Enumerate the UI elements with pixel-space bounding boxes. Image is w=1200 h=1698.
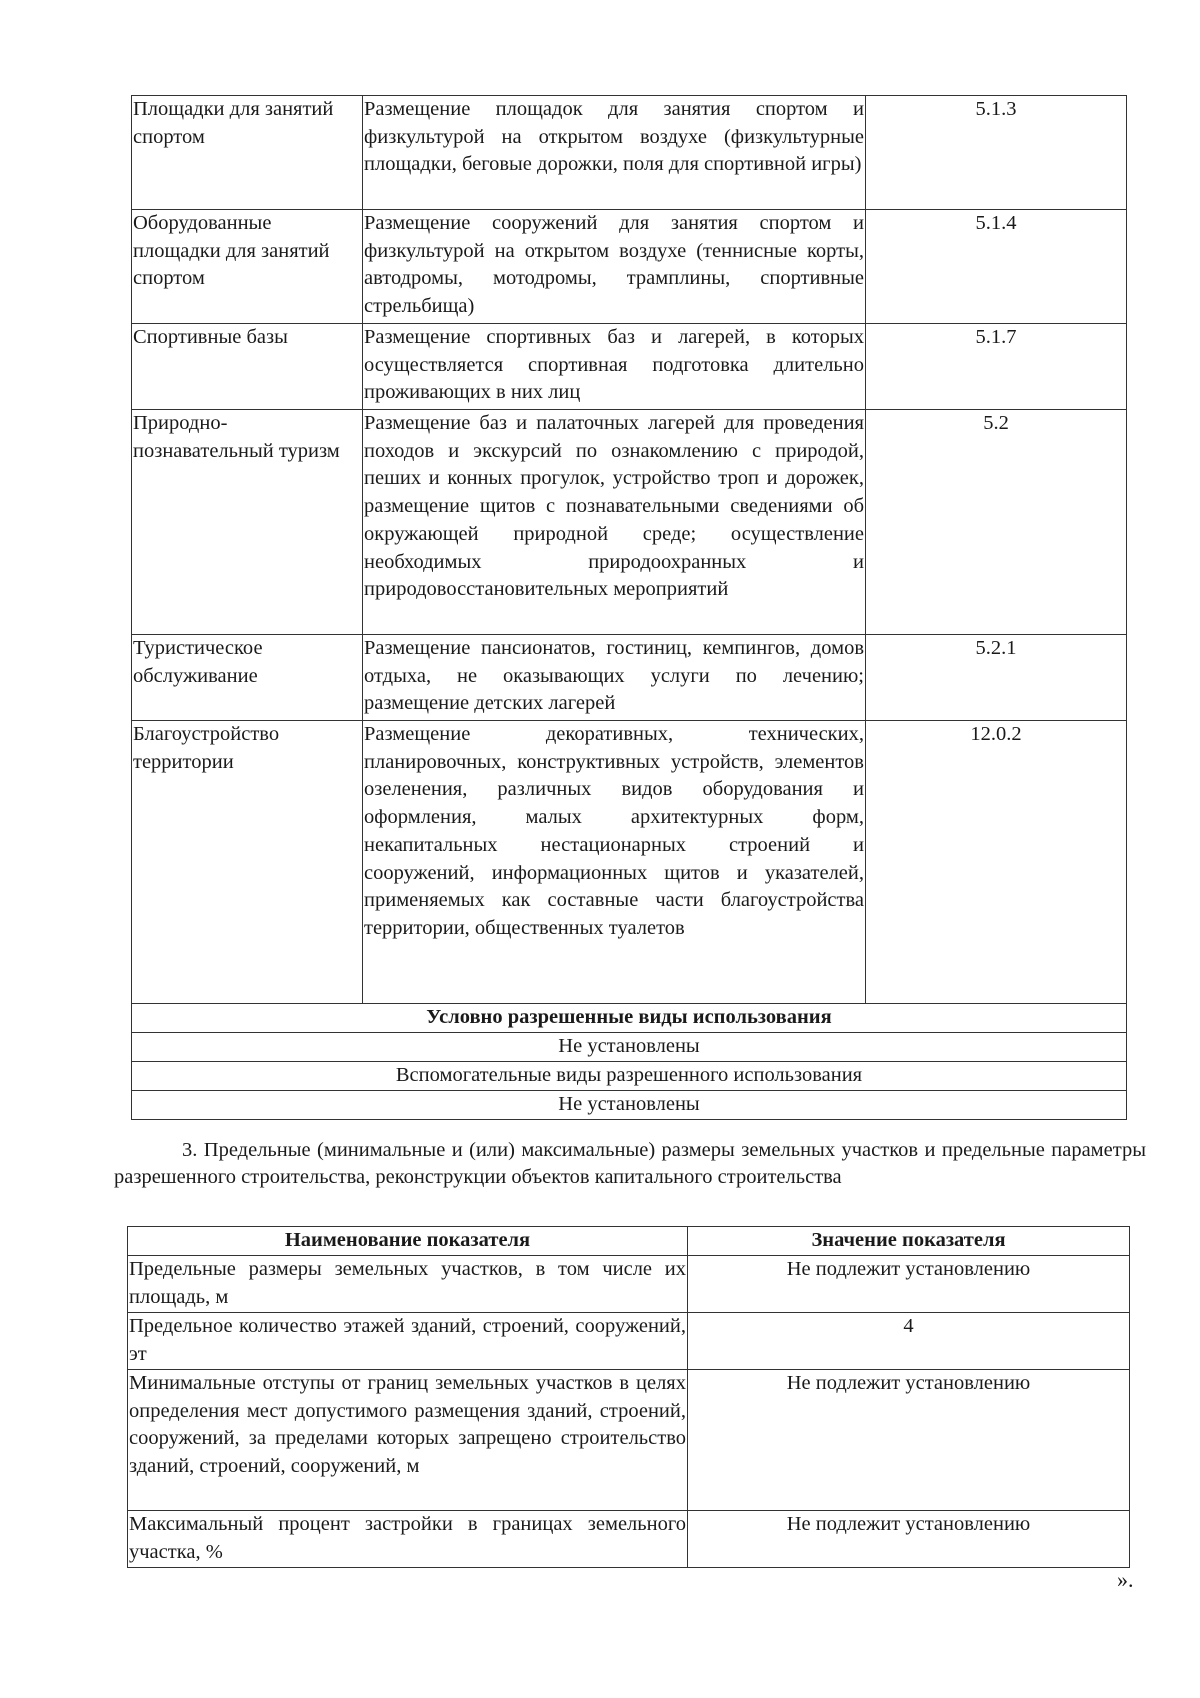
indicator-value: Не подлежит установлению bbox=[688, 1256, 1130, 1313]
use-code: 5.1.7 bbox=[866, 324, 1127, 410]
indicator-name: Минимальные отступы от границ земельных участков в целях определения мест допустимого размещения зданий, строений, сооружений, за пределами которых запрещено строительство зданий, строений, сооружений, м bbox=[128, 1370, 688, 1511]
use-code: 12.0.2 bbox=[866, 721, 1127, 1004]
use-description: Размещение площадок для занятия спортом и физкультурой на открытом воздухе (физкультурные площадки, беговые дорожки, поля для спортивной игры) bbox=[363, 96, 866, 210]
table-row bbox=[132, 1062, 1127, 1091]
use-description: Размещение декоративных, технических, планировочных, конструктивных устройств, элементов озеленения, различных видов оборудования и оформления, малых архитектурных форм, некапитальных нестационарных строений и сооружений, информационных щитов и указателей, применяемых как составные части благоустройства территории, общественных туалетов bbox=[363, 721, 866, 1004]
table-row bbox=[128, 1256, 1130, 1313]
table-row bbox=[132, 1091, 1127, 1120]
use-description: Размещение спортивных баз и лагерей, в которых осуществляется спортивная подготовка длительно проживающих в них лиц bbox=[363, 324, 866, 410]
table-row bbox=[132, 210, 1127, 324]
use-code: 5.2.1 bbox=[866, 635, 1127, 721]
closing-quote-mark: ». bbox=[1117, 1567, 1134, 1592]
indicator-value: Не подлежит установлению bbox=[688, 1511, 1130, 1568]
header-indicator-name: Наименование показателя bbox=[128, 1227, 688, 1256]
use-name: Благоустройство территории bbox=[132, 721, 363, 1004]
table-row bbox=[132, 1033, 1127, 1062]
table-row bbox=[132, 96, 1127, 210]
table-row bbox=[128, 1313, 1130, 1370]
use-code: 5.2 bbox=[866, 410, 1127, 635]
table-row bbox=[132, 1004, 1127, 1033]
auxiliary-uses-heading: Вспомогательные виды разрешенного использования bbox=[132, 1062, 1127, 1091]
indicator-value: 4 bbox=[688, 1313, 1130, 1370]
use-description: Размещение сооружений для занятия спортом и физкультурой на открытом воздухе (теннисные корты, автодромы, мотодромы, трамплины, спортивные стрельбища) bbox=[363, 210, 866, 324]
conditional-uses-heading: Условно разрешенные виды использования bbox=[132, 1004, 1127, 1033]
header-indicator-value: Значение показателя bbox=[688, 1227, 1130, 1256]
table-row bbox=[132, 635, 1127, 721]
use-code: 5.1.3 bbox=[866, 96, 1127, 210]
use-name: Площадки для занятий спортом bbox=[132, 96, 363, 210]
indicator-name: Предельные размеры земельных участков, в том числе их площадь, м bbox=[128, 1256, 688, 1313]
use-name: Спортивные базы bbox=[132, 324, 363, 410]
indicator-value: Не подлежит установлению bbox=[688, 1370, 1130, 1511]
table-header-row bbox=[128, 1227, 1130, 1256]
indicator-name: Предельное количество этажей зданий, строений, сооружений, эт bbox=[128, 1313, 688, 1370]
use-name: Туристическое обслуживание bbox=[132, 635, 363, 721]
table-row bbox=[132, 721, 1127, 1004]
indicator-name: Максимальный процент застройки в границах земельного участка, % bbox=[128, 1511, 688, 1568]
parameters-table bbox=[127, 1226, 1130, 1568]
table-row bbox=[132, 324, 1127, 410]
permitted-uses-table bbox=[131, 95, 1127, 1120]
use-name: Оборудованные площадки для занятий спортом bbox=[132, 210, 363, 324]
use-name: Природно-познавательный туризм bbox=[132, 410, 363, 635]
table-row bbox=[128, 1511, 1130, 1568]
table-row bbox=[132, 410, 1127, 635]
conditional-uses-value: Не установлены bbox=[132, 1033, 1127, 1062]
section-3-paragraph: 3. Предельные (минимальные и (или) максимальные) размеры земельных участков и предельные параметры разрешенного строительства, реконструкции объектов капитального строительства bbox=[114, 1139, 1146, 1188]
use-description: Размещение баз и палаточных лагерей для проведения походов и экскурсий по ознакомлению с природой, пеших и конных прогулок, устройство троп и дорожек, размещение щитов с познавательными сведениями об окружающей природной среде; осуществление необходимых природоохранных и природовосстановительных мероприятий bbox=[363, 410, 866, 635]
auxiliary-uses-value: Не установлены bbox=[132, 1091, 1127, 1120]
use-code: 5.1.4 bbox=[866, 210, 1127, 324]
table-row bbox=[128, 1370, 1130, 1511]
use-description: Размещение пансионатов, гостиниц, кемпингов, домов отдыха, не оказывающих услуги по лечению; размещение детских лагерей bbox=[363, 635, 866, 721]
